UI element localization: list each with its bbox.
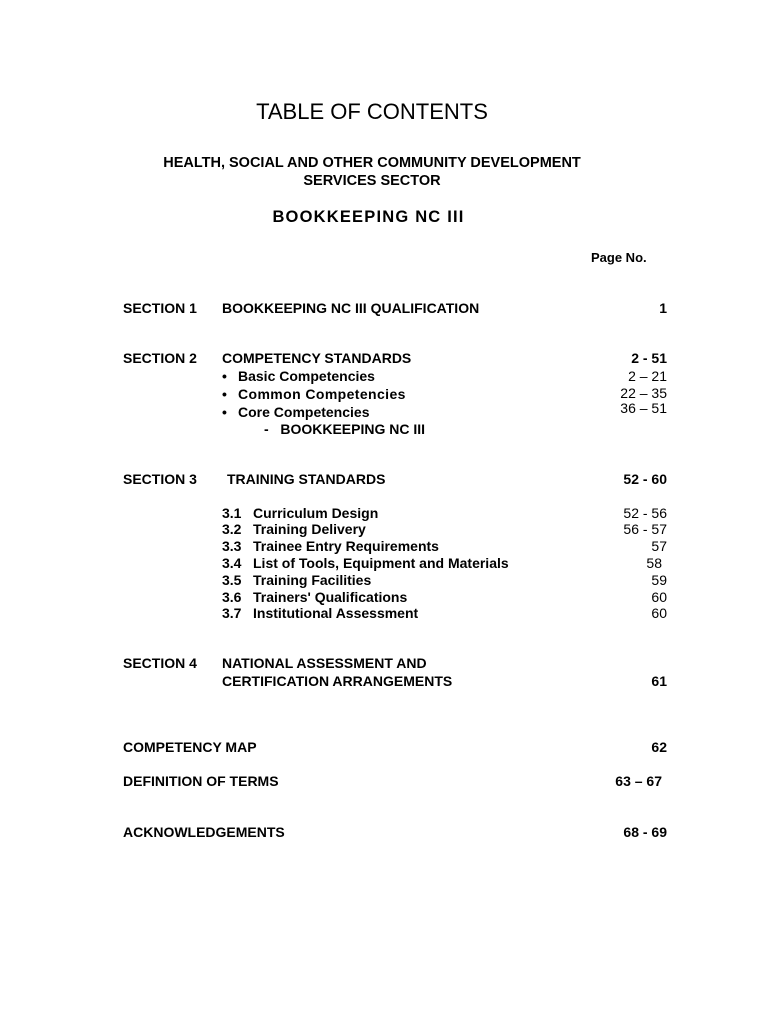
section-4-title-line-2: CERTIFICATION ARRANGEMENTS	[222, 673, 453, 689]
bullet-icon: •	[222, 368, 227, 384]
definition-of-terms-page: 63 – 67	[615, 773, 662, 789]
section-3-label: SECTION 3	[123, 471, 197, 487]
item-number: 3.2	[222, 521, 242, 537]
qualification-title: BOOKKEEPING NC III	[272, 208, 465, 226]
list-item	[222, 505, 378, 521]
acknowledgements-label: ACKNOWLEDGEMENTS	[123, 824, 285, 840]
list-item-page: 2 – 21	[628, 368, 667, 384]
list-item-core-competencies: Core Competencies	[238, 404, 370, 420]
item-number: 3.7	[222, 605, 242, 621]
section-1-label: SECTION 1	[123, 300, 197, 316]
sub-item-bookkeeping: - BOOKKEEPING NC III	[264, 421, 426, 437]
item-number: 3.6	[222, 589, 242, 605]
acknowledgements-page: 68 - 69	[623, 824, 667, 840]
list-item-page: 59	[651, 572, 667, 588]
item-number: 3.3	[222, 538, 242, 554]
list-item-page: 36 – 51	[620, 400, 667, 416]
sector-line-2: SERVICES SECTOR	[303, 173, 441, 189]
list-item-page: 60	[651, 605, 667, 621]
section-4-label: SECTION 4	[123, 655, 197, 671]
list-item-page: 60	[651, 589, 667, 605]
page-no-header: Page No.	[591, 250, 647, 265]
section-1-page: 1	[659, 300, 667, 316]
list-item-common-competencies: Common Competencies	[238, 386, 406, 402]
bullet-icon: •	[222, 404, 227, 420]
item-number: 3.4	[222, 555, 242, 571]
item-number: 3.5	[222, 572, 242, 588]
item-text: Trainers' Qualifications	[253, 589, 408, 605]
definition-of-terms-label: DEFINITION OF TERMS	[123, 773, 279, 789]
item-text: Trainee Entry Requirements	[253, 538, 439, 554]
list-item-basic-competencies: Basic Competencies	[238, 368, 375, 384]
section-2-page: 2 - 51	[631, 350, 667, 366]
page-title: TABLE OF CONTENTS	[256, 99, 488, 124]
list-item-page: 52 - 56	[623, 505, 667, 521]
list-item	[222, 538, 439, 554]
competency-map-label: COMPETENCY MAP	[123, 739, 257, 755]
sector-line-1: HEALTH, SOCIAL AND OTHER COMMUNITY DEVELOPMENT	[163, 155, 581, 171]
item-text: Training Delivery	[253, 521, 366, 537]
competency-map-page: 62	[651, 739, 667, 755]
list-item-page: 56 - 57	[623, 521, 667, 537]
item-text: Institutional Assessment	[253, 605, 419, 621]
section-4-title-line-1: NATIONAL ASSESSMENT AND	[222, 655, 427, 671]
item-number: 3.1	[222, 505, 242, 521]
list-item-page: 57	[651, 538, 667, 554]
bullet-icon: •	[222, 386, 227, 402]
list-item	[222, 521, 366, 537]
list-item	[222, 555, 509, 571]
list-item-page: 22 – 35	[620, 385, 667, 401]
section-1-title: BOOKKEEPING NC III QUALIFICATION	[222, 300, 480, 316]
section-4-page: 61	[651, 673, 667, 689]
item-text: Curriculum Design	[253, 505, 379, 521]
item-text: Training Facilities	[253, 572, 372, 588]
section-2-label: SECTION 2	[123, 350, 197, 366]
section-3-page: 52 - 60	[623, 471, 667, 487]
section-2-title: COMPETENCY STANDARDS	[222, 350, 412, 366]
item-text: List of Tools, Equipment and Materials	[253, 555, 509, 571]
list-item-page: 58	[646, 555, 662, 571]
list-item	[222, 605, 418, 621]
list-item	[222, 589, 407, 605]
list-item	[222, 572, 371, 588]
section-3-title: TRAINING STANDARDS	[227, 471, 386, 487]
